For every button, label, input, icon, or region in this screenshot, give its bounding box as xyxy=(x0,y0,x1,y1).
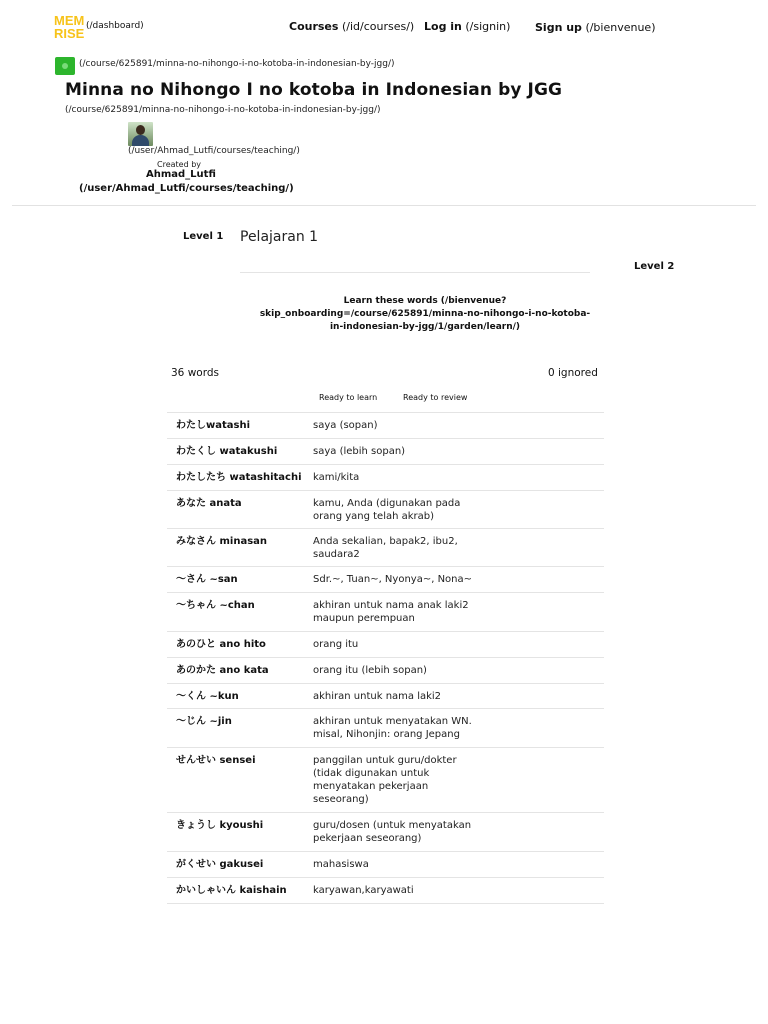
word-definition: akhiran untuk nama anak laki2 maupun perempuan xyxy=(313,600,469,624)
word-definition: orang itu (lebih sopan) xyxy=(313,665,427,676)
nav-courses[interactable] xyxy=(289,20,414,33)
word-definition: panggilan untuk guru/dokter (tidak digunakan untuk menyatakan pekerjaan seseorang) xyxy=(313,755,457,805)
author-avatar[interactable] xyxy=(128,122,153,146)
nav-courses-url: (/id/courses/) xyxy=(341,20,415,33)
word-row[interactable] xyxy=(167,684,604,709)
word-row[interactable] xyxy=(167,567,604,593)
word-row[interactable] xyxy=(167,465,604,491)
word-definition: orang itu xyxy=(313,639,359,650)
word-row[interactable] xyxy=(167,709,604,748)
nav-courses-label: Courses xyxy=(289,20,339,33)
nav-signup[interactable] xyxy=(535,21,656,34)
course-icon[interactable] xyxy=(55,57,75,75)
author-name[interactable]: Ahmad_Lutfi xyxy=(146,169,216,180)
word-row[interactable] xyxy=(167,529,604,567)
word-row[interactable] xyxy=(167,632,604,658)
learn-words-link[interactable]: Learn these words (/bienvenue? skip_onboarding=/course/625891/minna-no-nihongo-i-no-kotoba-in-indonesian-by-jgg/1/garden/learn/) xyxy=(259,296,591,332)
avatar-head xyxy=(136,125,145,135)
word-row[interactable] xyxy=(167,413,604,439)
word-row[interactable] xyxy=(167,491,604,529)
avatar-body xyxy=(132,135,149,146)
nav-login-label: Log in xyxy=(424,20,462,33)
word-row[interactable] xyxy=(167,658,604,684)
word-japanese: わたくし watakushi xyxy=(176,446,278,457)
word-japanese: きょうし kyoushi xyxy=(176,820,264,831)
word-row[interactable] xyxy=(167,439,604,465)
word-definition: saya (sopan) xyxy=(313,420,378,431)
word-row[interactable] xyxy=(167,878,604,904)
course-title[interactable]: Minna no Nihongo I no kotoba in Indonesian by JGG xyxy=(65,80,563,100)
course-title-link[interactable]: (/course/625891/minna-no-nihongo-i-no-kotoba-in-indonesian-by-jgg/) xyxy=(65,105,381,115)
word-japanese: がくせい gakusei xyxy=(176,859,264,870)
word-row[interactable] xyxy=(167,852,604,878)
next-level-link[interactable]: Level 2 xyxy=(634,261,675,272)
memrise-logo[interactable] xyxy=(54,14,84,42)
word-definition: guru/dosen (untuk menyatakan pekerjaan seseorang) xyxy=(313,820,472,844)
header-divider xyxy=(12,205,756,206)
dashboard-link[interactable]: (/dashboard) xyxy=(86,21,144,31)
word-definition: kami/kita xyxy=(313,472,360,483)
word-definition: Anda sekalian, bapak2, ibu2, saudara2 xyxy=(313,536,458,560)
word-japanese: ～ちゃん ~chan xyxy=(176,600,255,611)
nav-login[interactable] xyxy=(424,20,510,33)
ignored-count: 0 ignored xyxy=(548,367,598,379)
avatar-link[interactable]: (/user/Ahmad_Lutfi/courses/teaching/) xyxy=(128,146,300,156)
words-count: 36 words xyxy=(171,367,219,379)
created-by-label: Created by xyxy=(157,160,202,169)
word-row[interactable] xyxy=(167,593,604,632)
word-japanese: わたしたち watashitachi xyxy=(176,472,302,483)
word-definition: mahasiswa xyxy=(313,859,369,870)
word-definition: akhiran untuk nama laki2 xyxy=(313,691,442,702)
logo-line-1: MEM xyxy=(54,13,85,28)
word-japanese: ～くん ~kun xyxy=(176,691,239,702)
word-definition: akhiran untuk menyatakan WN. misal, Nihonjin: orang Jepang xyxy=(313,716,472,740)
word-definition: saya (lebih sopan) xyxy=(313,446,406,457)
legend-ready-to-learn: Ready to learn xyxy=(319,393,378,402)
level-title: Pelajaran 1 xyxy=(240,229,319,245)
author-link[interactable]: (/user/Ahmad_Lutfi/courses/teaching/) xyxy=(79,183,294,194)
word-japanese: あなた anata xyxy=(176,498,242,509)
word-japanese: ～じん ~jin xyxy=(176,716,232,727)
word-table xyxy=(167,412,604,904)
logo-line-2: RISE xyxy=(54,26,85,41)
word-japanese: かいしゃいん kaishain xyxy=(176,885,287,896)
word-row[interactable] xyxy=(167,813,604,852)
level-divider xyxy=(240,272,590,273)
word-japanese: ～さん ~san xyxy=(176,574,238,585)
word-row[interactable] xyxy=(167,748,604,813)
word-japanese: せんせい sensei xyxy=(176,755,256,766)
course-image-icon xyxy=(62,63,68,69)
nav-login-url: (/signin) xyxy=(465,20,511,33)
word-japanese: わたしwatashi xyxy=(176,420,251,431)
nav-signup-url: (/bienvenue) xyxy=(585,21,656,34)
word-definition: karyawan,karyawati xyxy=(313,885,414,896)
word-japanese: あのひと ano hito xyxy=(176,639,266,650)
word-definition: kamu, Anda (digunakan pada orang yang telah akrab) xyxy=(313,498,461,522)
current-level-tag: Level 1 xyxy=(183,231,224,242)
word-japanese: みなさん minasan xyxy=(176,536,268,547)
word-japanese: あのかた ano kata xyxy=(176,665,269,676)
course-icon-link[interactable]: (/course/625891/minna-no-nihongo-i-no-kotoba-in-indonesian-by-jgg/) xyxy=(79,59,395,69)
word-definition: Sdr.~, Tuan~, Nyonya~, Nona~ xyxy=(313,574,473,585)
legend-ready-to-review: Ready to review xyxy=(403,393,468,402)
nav-signup-label: Sign up xyxy=(535,21,582,34)
